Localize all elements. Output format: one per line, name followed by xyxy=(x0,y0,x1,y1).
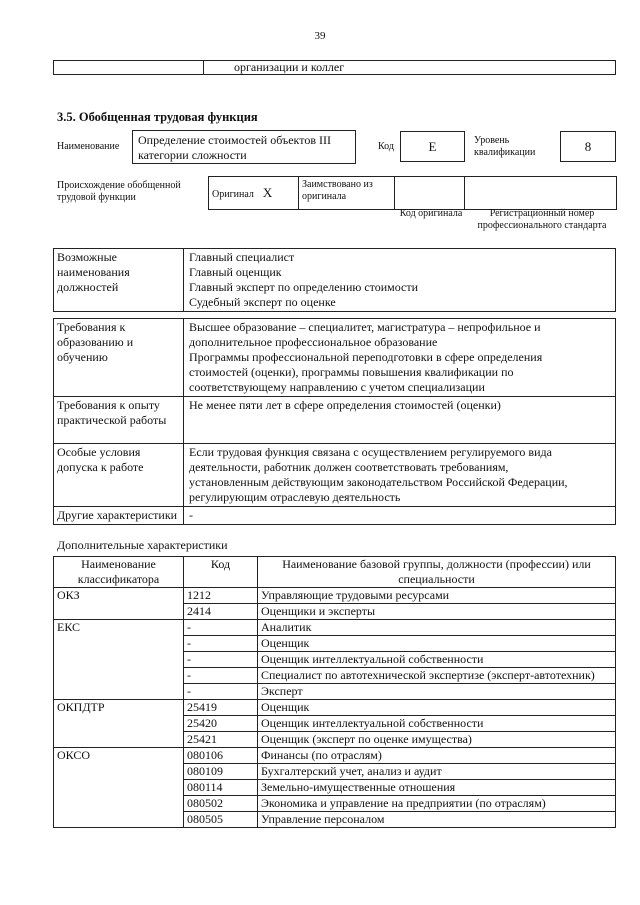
experience-line: Не менее пяти лет в сфере определения стоимостей (оценки) xyxy=(189,398,501,412)
row-code: 25421 xyxy=(184,732,258,748)
row-code: 080502 xyxy=(184,796,258,812)
positions-table xyxy=(53,248,616,312)
continuation-text: организации и коллег xyxy=(204,61,616,75)
borrowed-label: Заимствовано из оригинала xyxy=(299,177,395,210)
row-name: Экономика и управление на предприятии (по отраслям) xyxy=(258,796,616,812)
origin-code-cell xyxy=(395,177,465,210)
position-item: Судебный эксперт по оценке xyxy=(189,295,336,309)
admission-label: Особые условия допуска к работе xyxy=(54,444,184,507)
name-label: Наименование xyxy=(57,141,120,152)
row-code: - xyxy=(184,668,258,684)
continuation-table xyxy=(53,60,616,75)
education-value xyxy=(184,319,616,397)
row-code: - xyxy=(184,636,258,652)
code-original-caption: Код оригинала xyxy=(399,208,463,219)
row-name: Земельно-имущественные отношения xyxy=(258,780,616,796)
table-row xyxy=(54,620,616,636)
row-name: Управление персоналом xyxy=(258,812,616,828)
row-code: 25420 xyxy=(184,716,258,732)
level-value: 8 xyxy=(560,131,616,162)
row-name: Управляющие трудовыми ресурсами xyxy=(258,588,616,604)
classifier-okz: ОКЗ xyxy=(54,588,184,620)
admission-value xyxy=(184,444,616,507)
row-name: Специалист по автотехнической экспертизе (эксперт-автотехник) xyxy=(258,668,616,684)
section-title: 3.5. Обобщенная трудовая функция xyxy=(57,110,258,124)
education-line: соответствующему направлению с учетом специализации xyxy=(189,380,485,394)
reg-number-caption: Регистрационный номер профессионального стандарта xyxy=(477,208,607,231)
other-label: Другие характеристики xyxy=(54,507,184,525)
row-code: 080505 xyxy=(184,812,258,828)
row-code: 1212 xyxy=(184,588,258,604)
page-number: 39 xyxy=(314,30,326,42)
code-value: E xyxy=(400,131,465,162)
education-line: Высшее образование – специалитет, магистратура – непрофильное и xyxy=(189,320,541,334)
row-code: 080106 xyxy=(184,748,258,764)
admission-line: установленным действующим законодательством Российской Федерации, xyxy=(189,475,568,489)
classifier-eks: ЕКС xyxy=(54,620,184,700)
classifier-okso: ОКСО xyxy=(54,748,184,828)
other-line: - xyxy=(189,508,193,522)
row-name: Оценщик интеллектуальной собственности xyxy=(258,652,616,668)
row-name: Эксперт xyxy=(258,684,616,700)
row-name: Оценщик (эксперт по оценке имущества) xyxy=(258,732,616,748)
original-label: Оригинал xyxy=(212,189,254,200)
origin-label: Происхождение обобщенной трудовой функции xyxy=(57,180,181,203)
row-name: Оценщик xyxy=(258,700,616,716)
position-item: Главный оценщик xyxy=(189,265,282,279)
row-name: Аналитик xyxy=(258,620,616,636)
origin-table xyxy=(208,176,617,210)
code-label: Код xyxy=(378,141,394,152)
row-code: 25419 xyxy=(184,700,258,716)
positions-label: Возможные наименования должностей xyxy=(54,249,184,312)
row-code: - xyxy=(184,652,258,668)
original-mark: X xyxy=(262,185,273,200)
row-code: 2414 xyxy=(184,604,258,620)
admission-line: регулирующим отраслевую деятельность xyxy=(189,490,401,504)
original-cell xyxy=(209,177,299,210)
row-name: Оценщик xyxy=(258,636,616,652)
row-name: Бухгалтерский учет, анализ и аудит xyxy=(258,764,616,780)
row-code: 080114 xyxy=(184,780,258,796)
education-line: стоимостей (оценки), программы повышения квалификации по xyxy=(189,365,514,379)
education-label: Требования к образованию и обучению xyxy=(54,319,184,397)
table-row xyxy=(54,588,616,604)
header-classifier: Наименование классификатора xyxy=(54,557,184,588)
position-item: Главный специалист xyxy=(189,250,295,264)
row-name: Финансы (по отраслям) xyxy=(258,748,616,764)
experience-value xyxy=(184,397,616,444)
classifier-okpdtr: ОКПДТР xyxy=(54,700,184,748)
admission-line: деятельности, работник должен соответствовать требованиям, xyxy=(189,460,509,474)
other-value xyxy=(184,507,616,525)
continuation-empty-cell xyxy=(54,61,204,75)
education-line: Программы профессиональной переподготовки в сфере определения xyxy=(189,350,543,364)
positions-list xyxy=(184,249,616,312)
requirements-table xyxy=(53,318,616,525)
row-name: Оценщик интеллектуальной собственности xyxy=(258,716,616,732)
origin-reg-cell xyxy=(465,177,617,210)
row-code: - xyxy=(184,620,258,636)
header-name: Наименование базовой группы, должности (профессии) или специальности xyxy=(258,557,616,588)
experience-label: Требования к опыту практической работы xyxy=(54,397,184,444)
name-value: Определение стоимостей объектов III категории сложности xyxy=(132,130,356,164)
level-label: Уровень квалификации xyxy=(474,135,536,158)
header-code: Код xyxy=(184,557,258,588)
table-row xyxy=(54,700,616,716)
position-item: Главный эксперт по определению стоимости xyxy=(189,280,419,294)
admission-line: Если трудовая функция связана с осуществлением регулируемого вида xyxy=(189,445,552,459)
row-code: - xyxy=(184,684,258,700)
row-name: Оценщики и эксперты xyxy=(258,604,616,620)
row-code: 080109 xyxy=(184,764,258,780)
additional-title: Дополнительные характеристики xyxy=(57,538,228,552)
education-line: дополнительное профессиональное образование xyxy=(189,335,438,349)
classifier-table xyxy=(53,556,616,828)
table-row xyxy=(54,748,616,764)
